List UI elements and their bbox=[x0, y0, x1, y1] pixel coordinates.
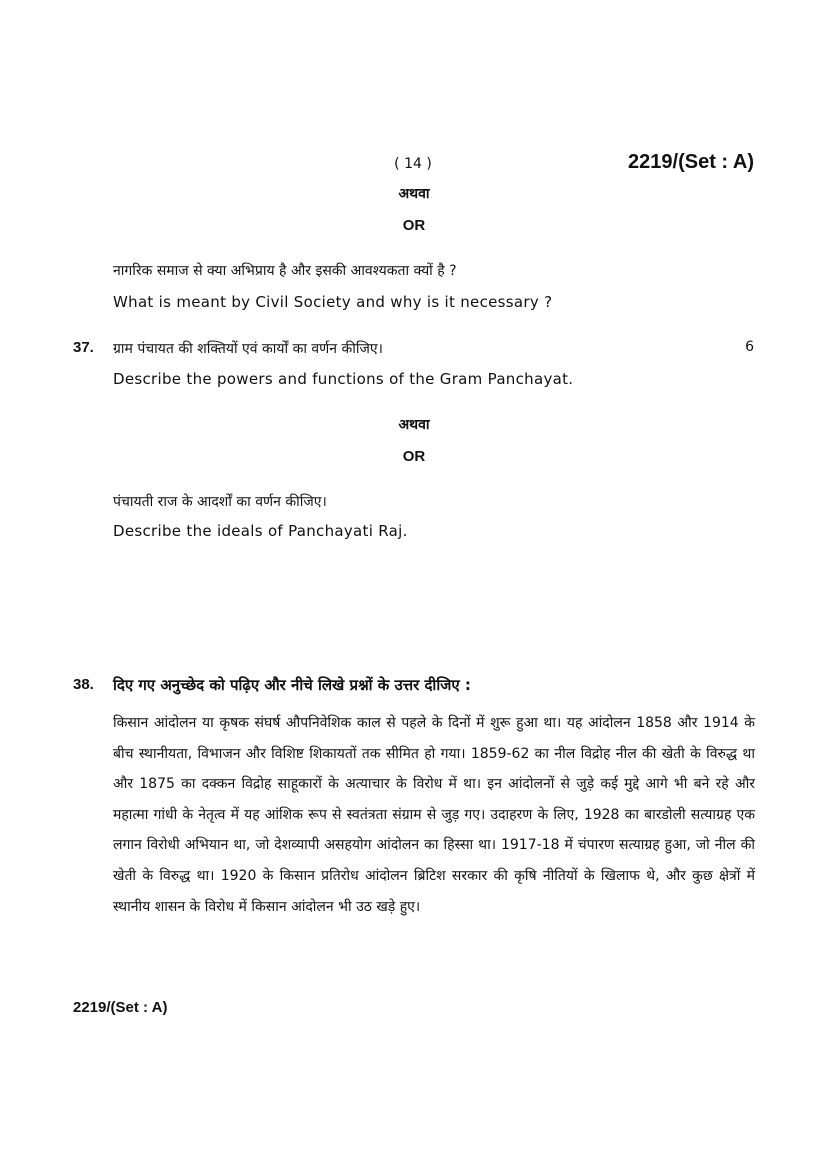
set-code-footer: 2219/(Set : A) bbox=[73, 999, 168, 1016]
or-separator-hindi: अथवा bbox=[398, 186, 430, 202]
or-separator-english: OR bbox=[402, 448, 426, 465]
q36-alt-question-english: What is meant by Civil Society and why is it necessary ? bbox=[113, 293, 553, 311]
question-number: 37. bbox=[73, 339, 94, 356]
question-number: 38. bbox=[73, 676, 94, 693]
q37-marks: 6 bbox=[745, 339, 754, 355]
q37-alt-question-hindi: पंचायती राज के आदर्शों का वर्णन कीजिए। bbox=[113, 494, 327, 510]
q38-passage: किसान आंदोलन या कृषक संघर्ष औपनिवेशिक काल से पहले के दिनों में शुरू हुआ था। यह आंदोलन 1858 और 1914 के बीच स्थानीयता, विभाजन और विशिष्ट शिकायतों तक सीमित हो गया। 1859-62 का नील विद्रोह नील की खेती के विरुद्ध था और 1875 का दक्कन विद्रोह साहूकारों के अत्याचार के विरोध में था। इन आंदोलनों से जुड़े कई मुद्दे आगे भी बने रहे और महात्मा गांधी के नेतृत्व में यह आंशिक रूप से स्वतंत्रता संग्राम से जुड़ गए। उदाहरण के लिए, 1928 का बारडोली सत्याग्रह एक लगान विरोधी अभियान था, जो देशव्यापी असहयोग आंदोलन का हिस्सा था। 1917-18 में चंपारण सत्याग्रह हुआ, जो नील की खेती के विरुद्ध था। 1920 के किसान प्रतिरोध आंदोलन ब्रिटिश सरकार की कृषि नीतियों के खिलाफ थे, और कुछ क्षेत्रों में स्थानीय शासन के विरोध में किसान आंदोलन भी उठ खड़े हुए। bbox=[113, 715, 755, 915]
or-separator-english: OR bbox=[402, 217, 426, 234]
or-separator-hindi: अथवा bbox=[398, 417, 430, 433]
q37-question-hindi: ग्राम पंचायत की शक्तियों एवं कार्यों का वर्णन कीजिए। bbox=[113, 341, 383, 357]
q37-question-english: Describe the powers and functions of the Gram Panchayat. bbox=[113, 370, 574, 388]
q36-alt-question-hindi: नागरिक समाज से क्या अभिप्राय है और इसकी आवश्यकता क्यों है ? bbox=[113, 263, 457, 279]
set-code-header: 2219/(Set : A) bbox=[628, 151, 754, 173]
q37-alt-question-english: Describe the ideals of Panchayati Raj. bbox=[113, 522, 408, 540]
q38-instruction-heading: दिए गए अनुच्छेद को पढ़िए और नीचे लिखे प्रश्नों के उत्तर दीजिए : bbox=[113, 676, 471, 694]
page-number: ( 14 ) bbox=[394, 156, 432, 172]
